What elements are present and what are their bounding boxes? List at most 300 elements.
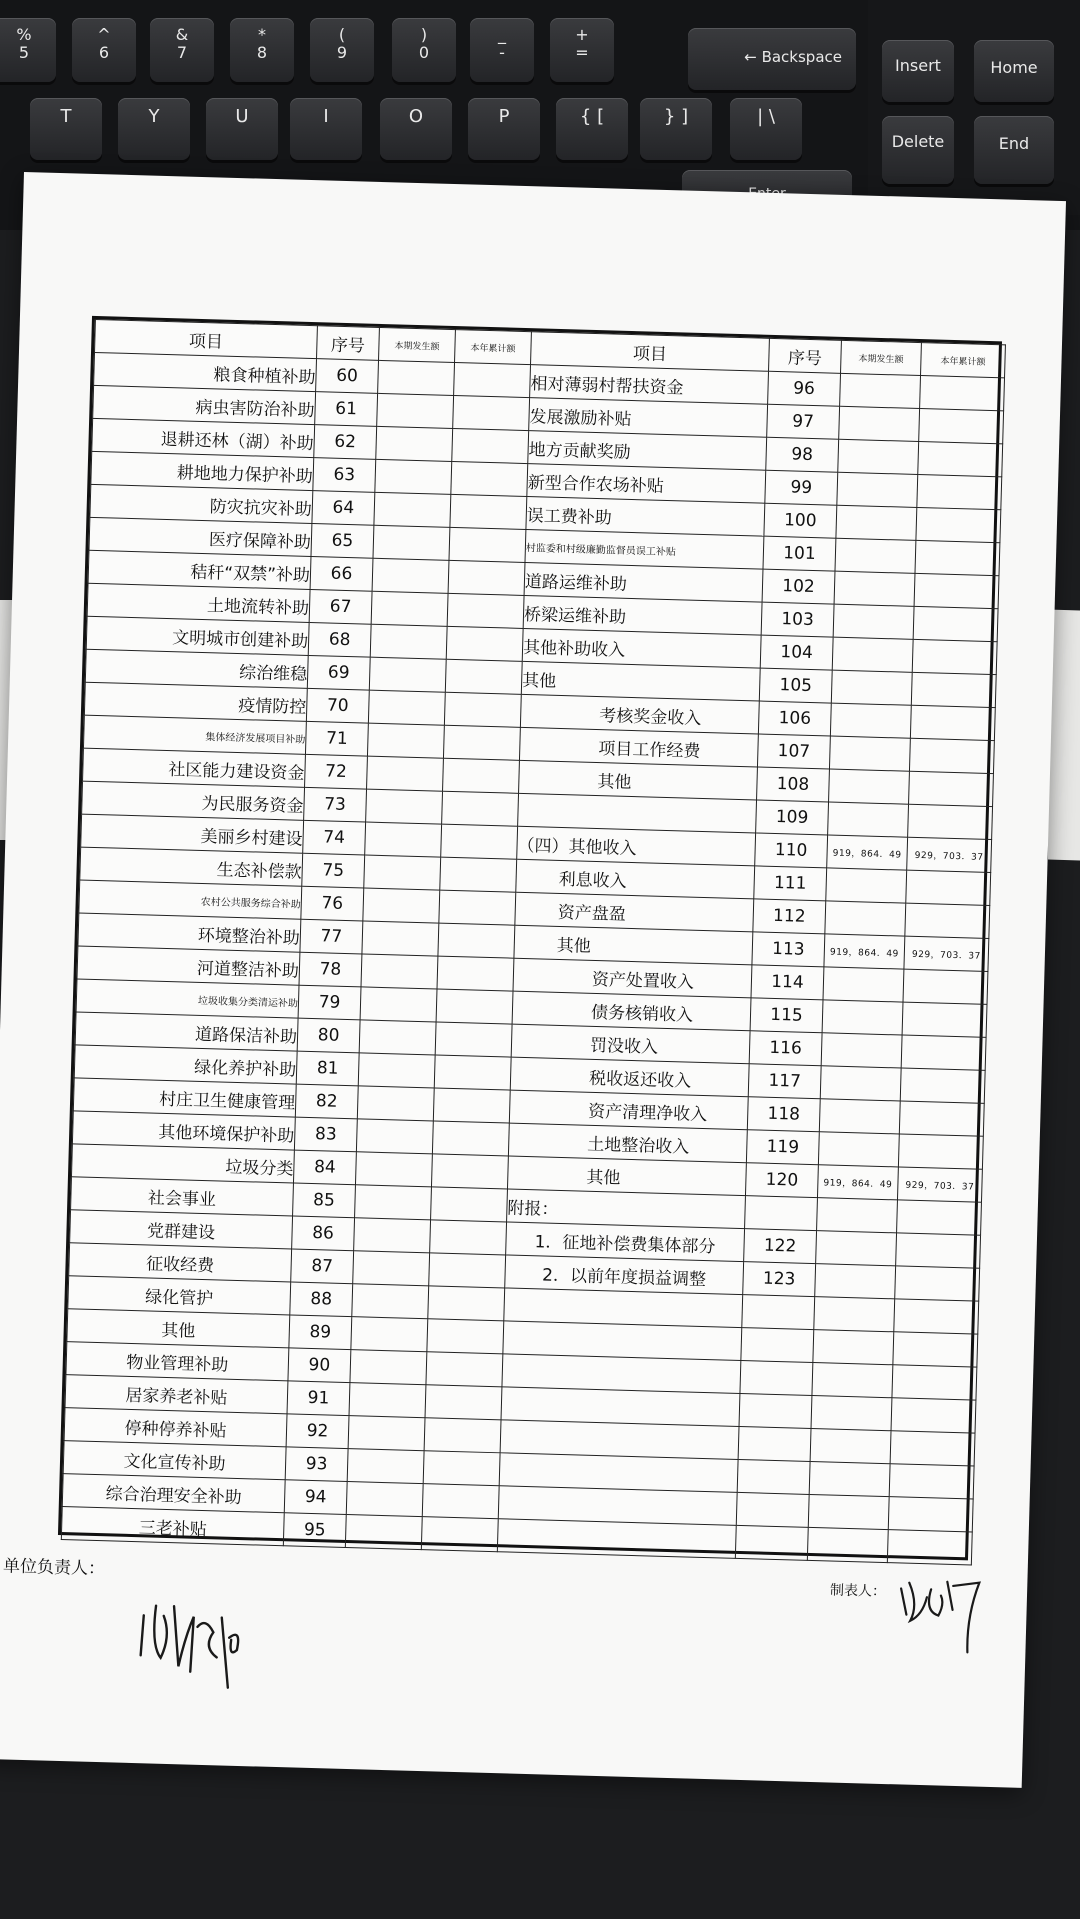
left-ytd-amount-cell xyxy=(436,989,513,1024)
right-current-amount-header: 本期发生额 xyxy=(841,340,922,375)
right-item-cell: 附报： xyxy=(507,1189,746,1229)
key-legend: + xyxy=(575,25,589,44)
right-current-amount-cell xyxy=(831,670,912,705)
right-ytd-amount-cell xyxy=(890,1431,975,1466)
right-current-amount-cell xyxy=(829,736,910,771)
left-current-amount-cell xyxy=(355,1152,432,1187)
right-seq-cell: 99 xyxy=(765,470,838,505)
left-item-cell: 病虫害防治补助 xyxy=(93,385,316,424)
left-item-cell: 垃圾分类 xyxy=(71,1144,294,1183)
right-item-cell: 桥梁运维补助 xyxy=(523,595,762,635)
left-current-amount-header: 本期发生额 xyxy=(379,327,456,362)
left-seq-cell: 74 xyxy=(303,820,366,855)
left-ytd-amount-cell xyxy=(432,1121,509,1156)
key-legend: 6 xyxy=(98,43,110,62)
left-ytd-amount-cell xyxy=(450,494,527,529)
left-ytd-amount-cell xyxy=(443,725,520,760)
right-ytd-amount-cell xyxy=(909,738,994,773)
right-current-amount-cell: 919，864．49 xyxy=(827,835,908,870)
right-current-amount-cell xyxy=(839,406,920,441)
left-item-cell: 社会事业 xyxy=(71,1177,294,1216)
right-ytd-amount-cell xyxy=(889,1464,974,1499)
right-seq-cell xyxy=(745,1196,818,1231)
left-seq-cell: 60 xyxy=(316,359,379,394)
left-current-amount-cell xyxy=(355,1185,432,1220)
right-item-cell: 税收返还收入 xyxy=(510,1057,749,1097)
right-ytd-amount-cell xyxy=(900,1068,985,1103)
right-item-cell: 其他 xyxy=(521,661,760,701)
right-item-cell: 其他 xyxy=(507,1156,746,1196)
left-current-amount-cell xyxy=(377,393,454,428)
left-current-amount-cell xyxy=(347,1449,424,1484)
right-ytd-amount-cell: 929，703．37 xyxy=(907,837,992,872)
left-item-cell: 防灾抗灾补助 xyxy=(90,484,313,523)
right-item-cell: 新型合作农场补贴 xyxy=(527,464,766,504)
right-ytd-amount-cell xyxy=(920,376,1005,411)
right-ytd-amount-cell xyxy=(906,870,991,905)
keyboard-key xyxy=(470,18,534,82)
left-ytd-amount-cell xyxy=(433,1088,510,1123)
left-ytd-amount-cell xyxy=(429,1253,506,1288)
right-seq-cell: 114 xyxy=(751,965,824,1000)
right-current-amount-cell xyxy=(830,703,911,738)
left-ytd-amount-cell xyxy=(434,1055,511,1090)
right-current-amount-cell xyxy=(838,439,919,474)
left-seq-cell: 63 xyxy=(313,458,376,493)
left-seq-cell: 80 xyxy=(297,1018,360,1053)
home-key: Home xyxy=(974,40,1054,102)
right-current-amount-cell xyxy=(817,1198,898,1233)
left-item-cell: 农村公共服务综合补助 xyxy=(79,880,302,919)
right-seq-cell: 115 xyxy=(750,998,823,1033)
right-ytd-amount-cell xyxy=(915,540,1000,575)
left-current-amount-cell xyxy=(345,1515,422,1550)
backspace-key: ← Backspace xyxy=(688,28,856,90)
right-item-cell: （四）其他收入 xyxy=(517,826,756,866)
left-item-cell: 征收经费 xyxy=(69,1243,292,1282)
left-item-cell: 文明城市创建补助 xyxy=(86,616,309,655)
keyboard-key: U xyxy=(206,98,278,160)
keyboard-key: | \ xyxy=(730,98,802,160)
right-current-amount-cell xyxy=(836,505,917,540)
left-ytd-amount-cell xyxy=(431,1154,508,1189)
left-ytd-amount-cell xyxy=(451,461,528,496)
keyboard-key: T xyxy=(30,98,102,160)
right-item-cell: 考核奖金收入 xyxy=(520,694,759,734)
left-ytd-amount-cell xyxy=(431,1187,508,1222)
left-seq-cell: 78 xyxy=(299,952,362,987)
key-legend: 8 xyxy=(256,43,268,62)
right-item-cell: 1．征地补偿费集体部分 xyxy=(506,1222,745,1262)
right-seq-cell: 98 xyxy=(766,437,839,472)
right-ytd-amount-cell xyxy=(894,1299,979,1334)
left-seq-cell: 92 xyxy=(286,1414,349,1449)
left-seq-cell: 84 xyxy=(293,1150,356,1185)
right-seq-cell: 117 xyxy=(748,1064,821,1099)
left-ytd-amount-cell xyxy=(447,593,524,628)
right-item-cell: 资产清理净收入 xyxy=(509,1090,748,1130)
preparer-signature xyxy=(895,1574,988,1666)
left-current-amount-cell xyxy=(364,855,441,890)
right-ytd-amount-cell xyxy=(901,1035,986,1070)
left-item-cell: 其他 xyxy=(67,1309,290,1348)
left-current-amount-cell xyxy=(354,1218,431,1253)
left-ytd-amount-cell xyxy=(421,1517,498,1552)
right-current-amount-cell xyxy=(821,1033,902,1068)
unit-head-label: 单位负责人： xyxy=(2,1556,106,1580)
right-current-amount-cell xyxy=(813,1330,894,1365)
left-ytd-amount-cell xyxy=(454,363,531,398)
left-current-amount-cell xyxy=(352,1284,429,1319)
right-seq-cell: 107 xyxy=(757,734,830,769)
right-seq-cell: 122 xyxy=(744,1229,817,1264)
key-legend: 7 xyxy=(176,43,188,62)
left-seq-cell: 85 xyxy=(293,1183,356,1218)
right-current-amount-cell xyxy=(833,604,914,639)
delete-key: Delete xyxy=(882,116,954,184)
left-current-amount-cell xyxy=(369,657,446,692)
left-ytd-amount-cell xyxy=(423,1451,500,1486)
left-ytd-amount-cell xyxy=(425,1385,502,1420)
left-seq-cell: 93 xyxy=(285,1447,348,1482)
right-seq-cell: 123 xyxy=(743,1262,816,1297)
left-current-amount-cell xyxy=(356,1119,433,1154)
right-seq-cell: 101 xyxy=(763,536,836,571)
left-seq-cell: 89 xyxy=(289,1315,352,1350)
key-legend: ( xyxy=(338,25,346,44)
left-ytd-amount-header: 本年累计额 xyxy=(455,330,532,365)
left-ytd-amount-cell xyxy=(445,659,522,694)
left-seq-cell: 75 xyxy=(302,853,365,888)
left-item-cell: 医疗保障补助 xyxy=(89,517,312,556)
left-current-amount-cell xyxy=(350,1350,427,1385)
right-ytd-amount-cell xyxy=(912,639,997,674)
left-seq-cell: 66 xyxy=(310,557,373,592)
right-ytd-amount-cell xyxy=(896,1233,981,1268)
left-current-amount-cell xyxy=(362,921,439,956)
left-current-amount-cell xyxy=(348,1416,425,1451)
key-legend: ) xyxy=(420,25,428,44)
left-seq-cell: 87 xyxy=(291,1249,354,1284)
left-seq-cell: 72 xyxy=(305,754,368,789)
left-ytd-amount-cell xyxy=(438,923,515,958)
key-legend: 5 xyxy=(18,43,30,62)
right-current-amount-cell xyxy=(811,1396,892,1431)
right-current-amount-cell xyxy=(826,868,907,903)
left-current-amount-cell xyxy=(367,723,444,758)
right-ytd-amount-cell xyxy=(919,409,1004,444)
right-ytd-amount-cell xyxy=(910,705,995,740)
left-ytd-amount-cell xyxy=(448,560,525,595)
right-ytd-amount-cell xyxy=(888,1497,973,1532)
right-seq-cell xyxy=(742,1295,815,1330)
left-item-cell: 社区能力建设资金 xyxy=(83,748,306,787)
left-seq-cell: 86 xyxy=(292,1216,355,1251)
keyboard-key xyxy=(310,18,374,82)
left-seq-cell: 83 xyxy=(294,1117,357,1152)
right-current-amount-cell xyxy=(807,1527,888,1562)
right-seq-cell: 109 xyxy=(756,800,829,835)
right-seq-header: 序号 xyxy=(769,338,842,373)
left-current-amount-cell xyxy=(378,360,455,395)
left-item-cell: 生态补偿款 xyxy=(80,847,303,886)
right-current-amount-cell xyxy=(829,769,910,804)
left-current-amount-cell xyxy=(349,1383,426,1418)
right-ytd-amount-cell xyxy=(891,1398,976,1433)
left-seq-cell: 82 xyxy=(295,1084,358,1119)
left-seq-cell: 67 xyxy=(309,589,372,624)
left-seq-cell: 95 xyxy=(283,1513,346,1548)
left-current-amount-cell xyxy=(365,822,442,857)
left-item-cell: 其他环境保护补助 xyxy=(72,1111,295,1150)
right-seq-cell: 105 xyxy=(759,668,832,703)
left-item-cell: 耕地地力保护补助 xyxy=(91,451,314,490)
left-current-amount-cell xyxy=(375,459,452,494)
right-current-amount-cell xyxy=(828,802,909,837)
left-seq-cell: 64 xyxy=(312,491,375,526)
left-current-amount-cell xyxy=(376,426,453,461)
right-ytd-amount-cell xyxy=(895,1266,980,1301)
left-seq-cell: 65 xyxy=(311,524,374,559)
right-current-amount-cell xyxy=(810,1428,891,1463)
right-item-cell: 债务核销收入 xyxy=(512,991,751,1031)
left-item-cell: 道路保洁补助 xyxy=(75,1012,298,1051)
right-item-cell: 地方贡献奖励 xyxy=(528,431,767,471)
right-current-amount-cell xyxy=(820,1066,901,1101)
keyboard-key: I xyxy=(290,98,362,160)
right-item-cell: 道路运维补助 xyxy=(524,562,763,602)
key-legend: 0 xyxy=(418,43,430,62)
left-ytd-amount-cell xyxy=(440,857,517,892)
right-seq-cell: 100 xyxy=(764,503,837,538)
left-seq-cell: 91 xyxy=(287,1381,350,1416)
right-seq-cell xyxy=(738,1426,811,1461)
left-ytd-amount-cell xyxy=(427,1319,504,1354)
right-item-cell: 其他 xyxy=(514,925,753,965)
right-item-cell xyxy=(497,1519,736,1559)
right-seq-cell xyxy=(735,1525,808,1560)
keyboard-key xyxy=(230,18,294,82)
left-current-amount-cell xyxy=(359,1020,436,1055)
right-ytd-amount-cell xyxy=(897,1200,982,1235)
insert-key: Insert xyxy=(882,40,954,102)
keyboard-key xyxy=(72,18,136,82)
key-legend: * xyxy=(258,25,266,44)
right-ytd-amount-cell xyxy=(898,1134,983,1169)
right-ytd-amount-cell xyxy=(905,903,990,938)
keyboard-key xyxy=(392,18,456,82)
left-item-cell: 物业管理补助 xyxy=(66,1342,289,1381)
left-seq-cell: 90 xyxy=(288,1348,351,1383)
right-current-amount-cell xyxy=(832,637,913,672)
keyboard-key: } ] xyxy=(640,98,712,160)
right-seq-cell: 119 xyxy=(746,1130,819,1165)
left-current-amount-cell xyxy=(357,1086,434,1121)
right-seq-cell: 106 xyxy=(758,701,831,736)
left-current-amount-cell xyxy=(351,1317,428,1352)
income-detail-table xyxy=(58,316,1002,1560)
left-item-cell: 三老补贴 xyxy=(61,1507,284,1546)
right-current-amount-cell xyxy=(823,967,904,1002)
key-legend: - xyxy=(499,43,505,62)
left-current-amount-cell xyxy=(373,525,450,560)
right-current-amount-cell xyxy=(812,1363,893,1398)
left-seq-cell: 68 xyxy=(308,622,371,657)
right-seq-cell: 102 xyxy=(762,569,835,604)
right-ytd-amount-cell xyxy=(918,441,1003,476)
right-current-amount-cell: 919，864．49 xyxy=(824,934,905,969)
right-seq-cell xyxy=(736,1492,809,1527)
left-ytd-amount-cell xyxy=(430,1220,507,1255)
right-ytd-amount-cell: 929，703．37 xyxy=(904,936,989,971)
right-item-cell: 误工费补助 xyxy=(526,497,765,537)
right-current-amount-cell xyxy=(814,1297,895,1332)
left-ytd-amount-cell xyxy=(443,758,520,793)
right-ytd-amount-cell xyxy=(893,1332,978,1367)
left-current-amount-cell xyxy=(370,624,447,659)
left-current-amount-cell xyxy=(361,954,438,989)
left-current-amount-cell xyxy=(346,1482,423,1517)
right-item-cell: 资产处置收入 xyxy=(513,958,752,998)
right-current-amount-cell xyxy=(837,472,918,507)
right-item-cell: 土地整治收入 xyxy=(508,1123,747,1163)
right-ytd-amount-cell xyxy=(916,507,1001,542)
key-legend: = xyxy=(575,43,589,62)
right-ytd-amount-cell: 929，703．37 xyxy=(897,1167,982,1202)
end-key: End xyxy=(974,116,1054,184)
right-current-amount-cell xyxy=(835,538,916,573)
right-ytd-amount-cell xyxy=(908,804,993,839)
right-current-amount-cell: 919，864．49 xyxy=(817,1165,898,1200)
left-current-amount-cell xyxy=(371,591,448,626)
right-item-cell: 村监委和村级廉勤监督员误工补贴 xyxy=(525,530,764,570)
keyboard-key xyxy=(150,18,214,82)
right-ytd-amount-cell xyxy=(892,1365,977,1400)
left-item-cell: 粮食种植补助 xyxy=(94,352,317,391)
preparer-label: 制表人： xyxy=(829,1582,887,1601)
left-item-cell: 绿化养护补助 xyxy=(74,1045,297,1084)
left-current-amount-cell xyxy=(374,492,451,527)
left-ytd-amount-cell xyxy=(444,692,521,727)
left-item-cell: 垃圾收集分类清运补助 xyxy=(76,979,299,1018)
right-current-amount-cell xyxy=(815,1264,896,1299)
right-current-amount-cell xyxy=(819,1099,900,1134)
left-ytd-amount-cell xyxy=(446,626,523,661)
left-seq-cell: 81 xyxy=(296,1051,359,1086)
left-item-cell: 综合治理安全补助 xyxy=(62,1474,285,1513)
right-seq-cell xyxy=(737,1459,810,1494)
right-ytd-amount-cell xyxy=(902,1002,987,1037)
right-seq-cell: 112 xyxy=(753,899,826,934)
left-current-amount-cell xyxy=(360,987,437,1022)
left-ytd-amount-cell xyxy=(428,1286,505,1321)
right-seq-cell: 118 xyxy=(747,1097,820,1132)
left-ytd-amount-cell xyxy=(422,1484,499,1519)
left-seq-cell: 77 xyxy=(300,919,363,954)
right-seq-cell: 103 xyxy=(761,602,834,637)
right-ytd-amount-header: 本年累计额 xyxy=(921,343,1006,378)
keyboard-key: P xyxy=(468,98,540,160)
left-seq-cell: 62 xyxy=(314,425,377,460)
left-ytd-amount-cell xyxy=(441,824,518,859)
right-ytd-amount-cell xyxy=(913,606,998,641)
document-sheet xyxy=(0,172,1066,1788)
left-seq-cell: 70 xyxy=(306,688,369,723)
right-item-cell: 发展激励补贴 xyxy=(529,398,768,438)
key-legend: _ xyxy=(498,25,506,44)
right-seq-cell xyxy=(740,1361,813,1396)
left-item-cell: 居家养老补贴 xyxy=(65,1375,288,1414)
right-current-amount-cell xyxy=(818,1132,899,1167)
right-seq-cell: 110 xyxy=(755,833,828,868)
right-item-cell: 其他补助收入 xyxy=(522,628,761,668)
right-seq-cell: 116 xyxy=(749,1031,822,1066)
right-seq-cell xyxy=(741,1328,814,1363)
right-item-cell: 相对薄弱村帮扶资金 xyxy=(530,365,769,405)
right-seq-cell: 97 xyxy=(767,404,840,439)
right-ytd-amount-cell xyxy=(914,573,999,608)
left-item-cell: 美丽乡村建设 xyxy=(81,814,304,853)
right-ytd-amount-cell xyxy=(917,474,1002,509)
left-item-cell: 文化宣传补助 xyxy=(63,1441,286,1480)
right-item-cell: 罚没收入 xyxy=(511,1024,750,1064)
left-item-cell: 疫情防控 xyxy=(84,682,307,721)
right-seq-cell: 113 xyxy=(752,932,825,967)
right-seq-cell: 111 xyxy=(754,866,827,901)
left-ytd-amount-cell xyxy=(449,527,526,562)
left-seq-cell: 73 xyxy=(304,787,367,822)
key-legend: ^ xyxy=(97,25,111,44)
right-ytd-amount-cell xyxy=(903,969,988,1004)
left-seq-header: 序号 xyxy=(317,326,380,361)
left-seq-cell: 61 xyxy=(315,392,378,427)
right-seq-cell: 108 xyxy=(757,767,830,802)
keyboard-key: { [ xyxy=(556,98,628,160)
left-item-cell: 停种停养补贴 xyxy=(64,1408,287,1447)
left-item-cell: 综治维稳 xyxy=(85,649,308,688)
left-ytd-amount-cell xyxy=(442,791,519,826)
right-current-amount-cell xyxy=(825,901,906,936)
right-seq-cell: 104 xyxy=(760,635,833,670)
unit-head-signature xyxy=(132,1575,255,1698)
left-item-cell: 为民服务资金 xyxy=(82,781,305,820)
key-legend: % xyxy=(16,25,32,44)
right-ytd-amount-cell xyxy=(899,1101,984,1136)
right-ytd-amount-cell xyxy=(909,771,994,806)
right-ytd-amount-cell xyxy=(887,1530,972,1565)
left-current-amount-cell xyxy=(367,756,444,791)
right-item-cell: 项目工作经费 xyxy=(519,727,758,767)
left-current-amount-cell xyxy=(363,888,440,923)
right-seq-cell xyxy=(739,1393,812,1428)
left-ytd-amount-cell xyxy=(435,1022,512,1057)
keyboard-key: Y xyxy=(118,98,190,160)
right-item-cell: 其他 xyxy=(519,760,758,800)
left-ytd-amount-cell xyxy=(437,956,514,991)
left-item-cell: 秸秆“双禁”补助 xyxy=(88,550,311,589)
left-ytd-amount-cell xyxy=(426,1352,503,1387)
right-current-amount-cell xyxy=(808,1494,889,1529)
left-seq-cell: 79 xyxy=(298,985,361,1020)
left-item-cell: 环境整治补助 xyxy=(78,913,301,952)
right-current-amount-cell xyxy=(822,1000,903,1035)
key-legend: 9 xyxy=(336,43,348,62)
left-item-cell: 土地流转补助 xyxy=(87,583,310,622)
left-ytd-amount-cell xyxy=(424,1418,501,1453)
left-item-cell: 集体经济发展项目补助 xyxy=(83,715,306,754)
right-item-header: 项目 xyxy=(531,332,770,372)
left-item-cell: 河道整洁补助 xyxy=(77,946,300,985)
